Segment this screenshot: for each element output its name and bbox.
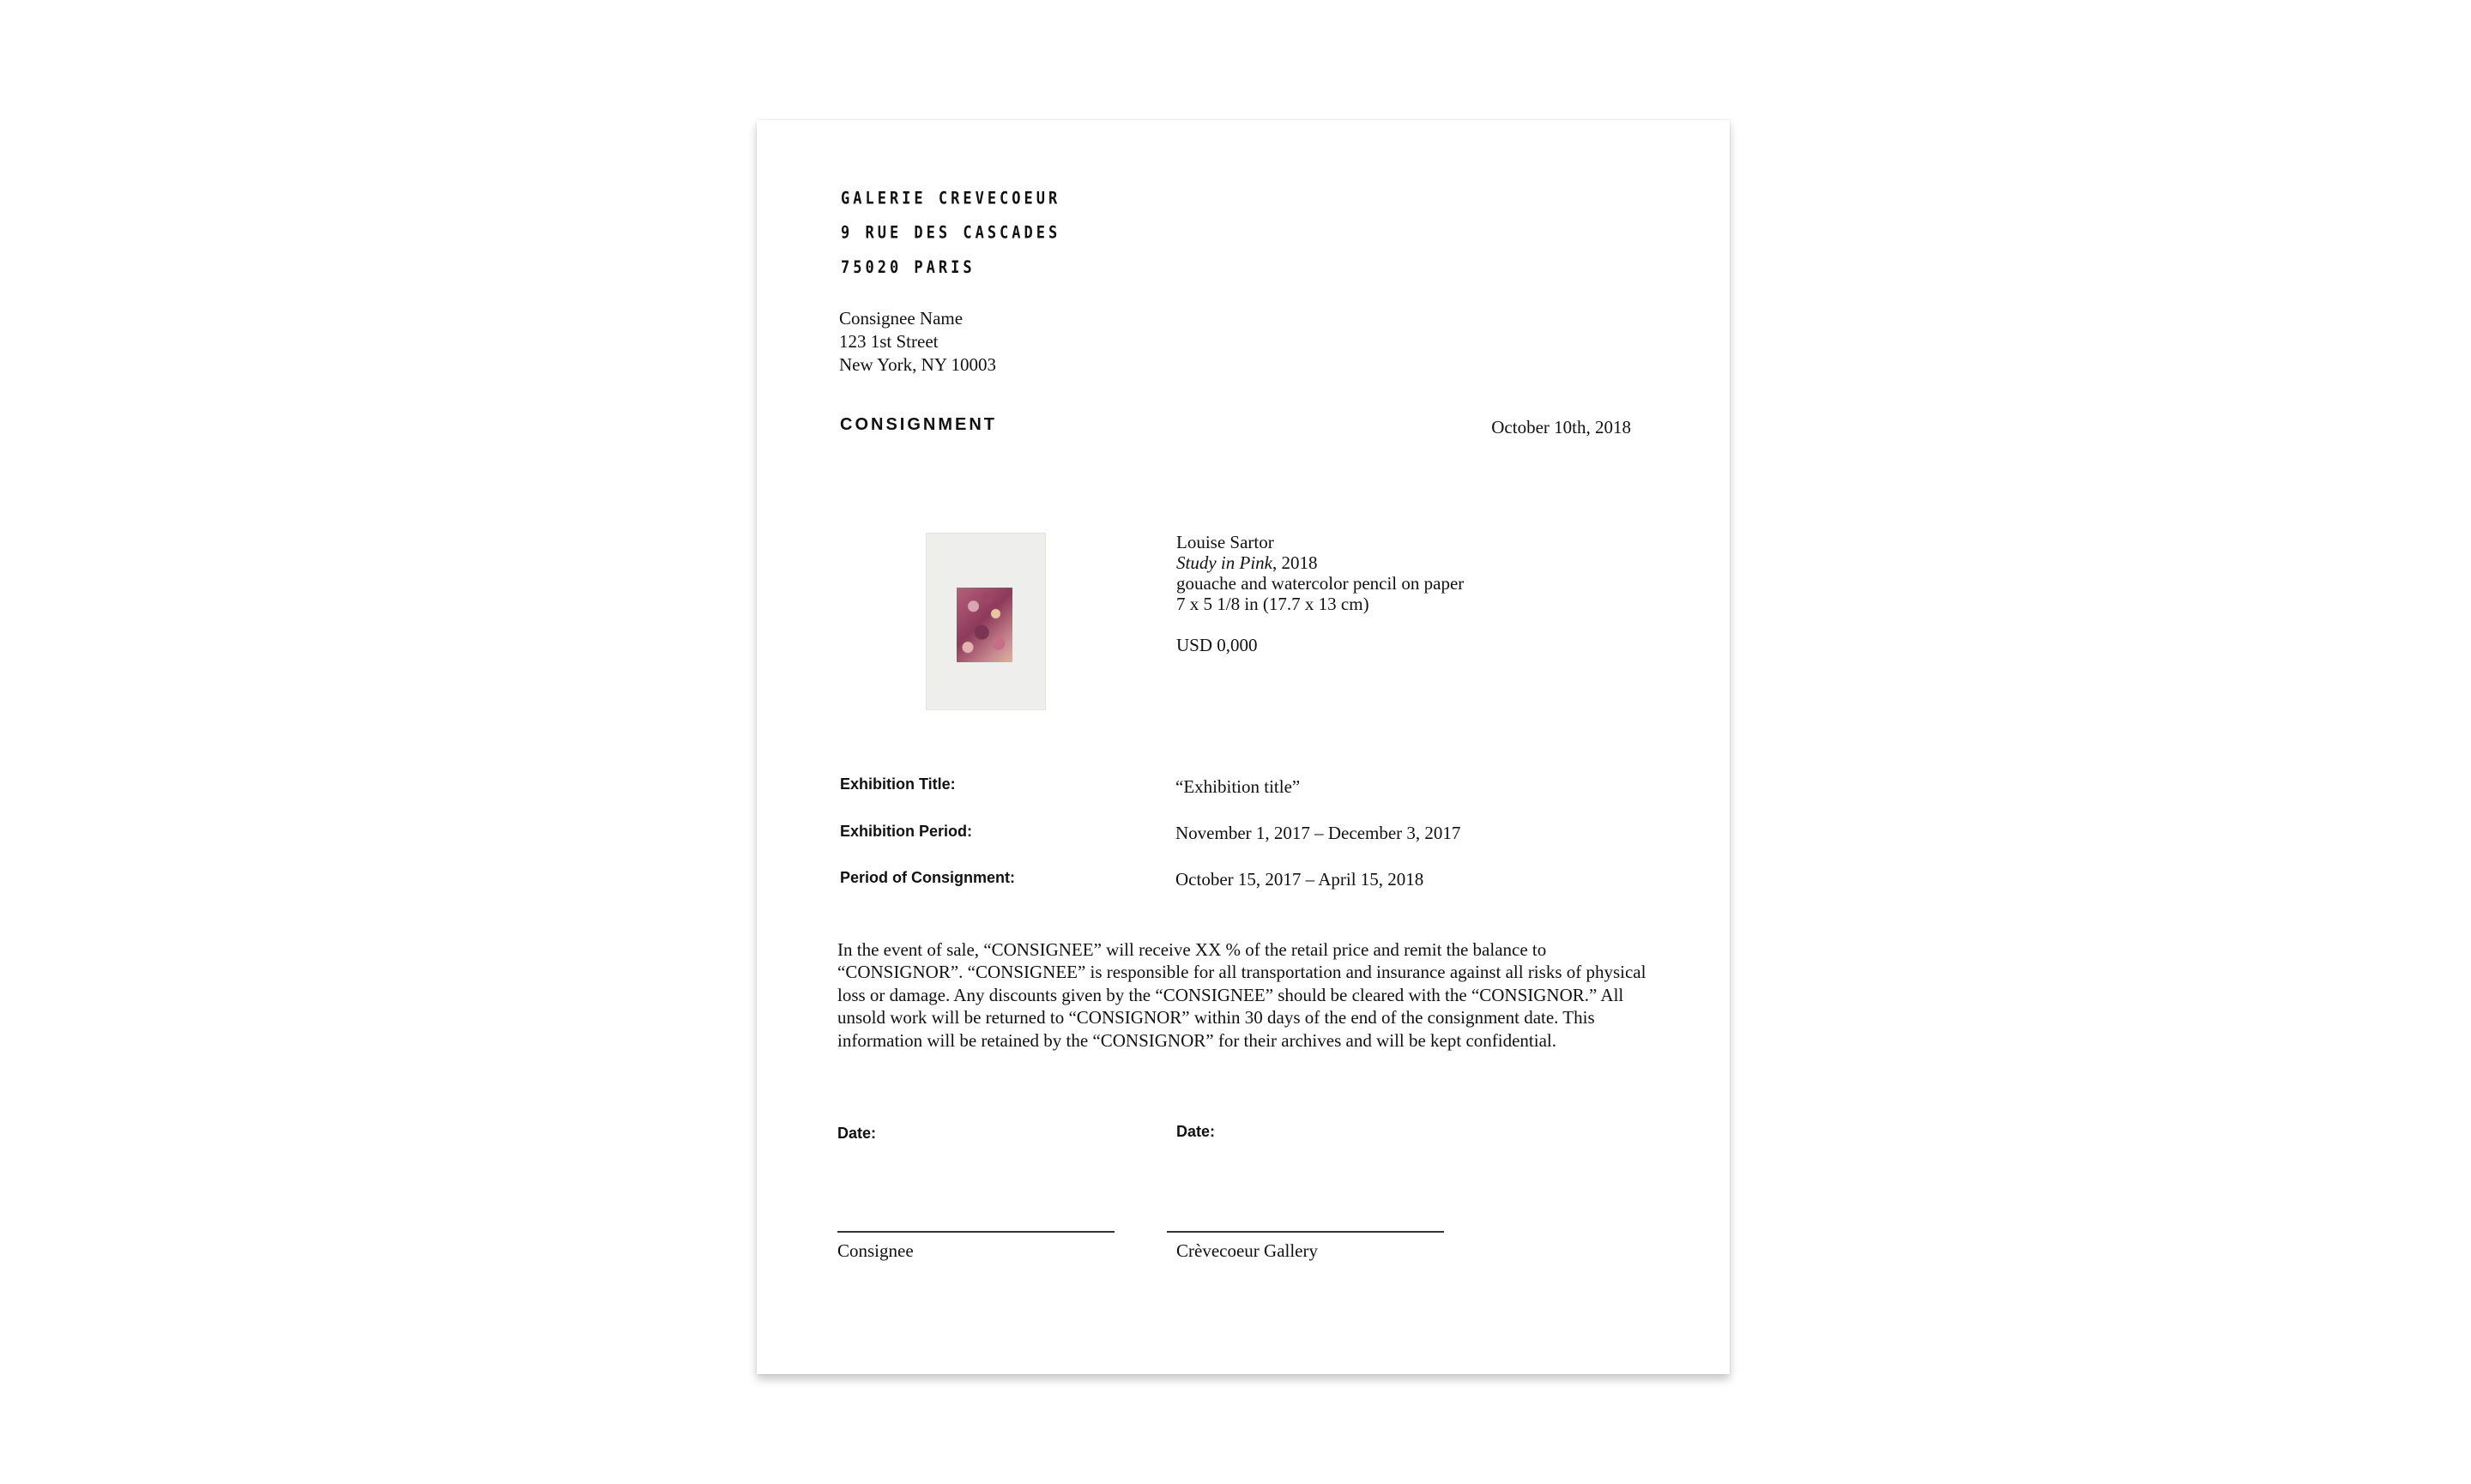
artwork-title: Study in Pink (1176, 552, 1272, 573)
letterhead-line-name: GALERIE CREVECOEUR (841, 189, 1061, 209)
gallery-letterhead (841, 182, 1060, 286)
gallery-date-label: Date: (1176, 1123, 1216, 1140)
letterhead-line-city: 75020 PARIS (841, 257, 976, 278)
artwork-painting-image (957, 588, 1012, 662)
consignee-date-label: Date: (837, 1125, 877, 1142)
letterhead-line-street: 9 RUE DES CASCADES (841, 223, 1061, 244)
document-date: October 10th, 2018 (1491, 417, 1631, 437)
consignee-street: 123 1st Street (839, 331, 939, 352)
exhibition-title-value: “Exhibition title” (1175, 776, 1301, 797)
artwork-artist: Louise Sartor (1176, 532, 1274, 552)
artwork-title-line (1176, 552, 1464, 573)
consignment-period-value: October 15, 2017 – April 15, 2018 (1175, 869, 1424, 890)
artwork-thumbnail (926, 533, 1046, 710)
consignee-city: New York, NY 10003 (839, 354, 996, 375)
artwork-medium: gouache and watercolor pencil on paper (1176, 573, 1465, 594)
artwork-year: , 2018 (1272, 552, 1318, 573)
consignee-signature-caption: Consignee (837, 1240, 914, 1261)
consignee-signature-line (837, 1231, 1115, 1233)
gallery-signature-caption: Crèvecoeur Gallery (1176, 1240, 1318, 1261)
consignee-name: Consignee Name (839, 308, 964, 329)
consignment-document (757, 120, 1730, 1374)
consignment-period-label: Period of Consignment: (840, 869, 1015, 886)
exhibition-period-value: November 1, 2017 – December 3, 2017 (1175, 823, 1461, 843)
exhibition-period-label: Exhibition Period: (840, 823, 973, 840)
exhibition-title-label: Exhibition Title: (840, 775, 956, 793)
artwork-info (1176, 532, 1464, 655)
artwork-price: USD 0,000 (1176, 635, 1258, 655)
document-heading: CONSIGNMENT (840, 415, 997, 434)
terms-paragraph: In the event of sale, “CONSIGNEE” will receive XX % of the retail price and remit the balance to “CONSIGNOR”. “CONSIGNEE” is responsible for all transportation and insurance against all risks of physical loss or damage. Any discounts given by the “CONSIGNEE” should be cleared with the “CONSIGNOR.” All unsold work will be returned to “CONSIGNOR” within 30 days of the end of the consignment date. This information will be retained by the “CONSIGNOR” for their archives and will be kept confidential. (837, 939, 1646, 1051)
consignee-address (839, 307, 996, 377)
gallery-signature-line (1167, 1231, 1444, 1233)
artwork-dimensions: 7 x 5 1/8 in (17.7 x 13 cm) (1176, 594, 1369, 614)
